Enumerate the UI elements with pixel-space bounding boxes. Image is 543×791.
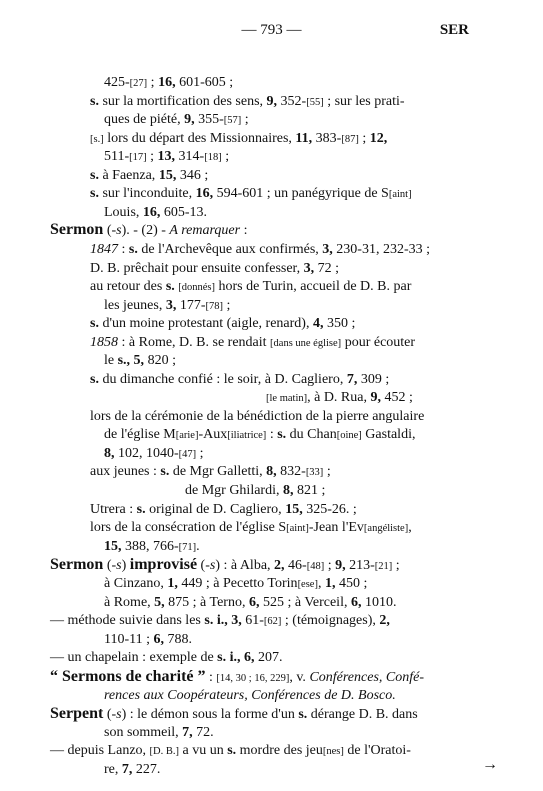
line-text: 1847 <box>90 242 118 257</box>
index-line <box>50 557 400 575</box>
line-text: 875 ; à Terno, <box>164 595 249 610</box>
editorial-insert: [27] <box>129 78 148 89</box>
entry-headword: Sermon <box>50 221 104 238</box>
line-text: de l'Oratoi- <box>343 743 411 758</box>
line-text: ; <box>358 131 370 146</box>
line-text: 102, 1040- <box>114 446 179 461</box>
line-text: ; <box>324 558 336 573</box>
line-text: 13, <box>157 149 176 164</box>
line-text: ; <box>223 298 231 313</box>
line-text: ) : à Alba, <box>215 558 275 573</box>
editorial-insert: [arie] <box>175 430 199 441</box>
editorial-insert: [ese] <box>297 579 318 590</box>
line-text: 9, <box>266 94 278 109</box>
line-text: le <box>104 353 118 368</box>
entry-headword: Serpent <box>50 705 104 722</box>
line-text: 325-26. ; <box>302 502 357 517</box>
line-text: 8, <box>104 446 115 461</box>
line-text: 72 ; <box>314 261 340 276</box>
line-text: : <box>205 670 217 685</box>
line-text: 388, 766- <box>121 539 179 554</box>
line-text: 525 ; à Verceil, <box>259 595 351 610</box>
line-text: lors du départ des Missionnaires, <box>103 131 296 146</box>
index-line <box>90 186 412 203</box>
line-text: -Jean l'Ev <box>308 520 364 535</box>
line-text: 788. <box>164 632 193 647</box>
line-text: 15, <box>285 502 303 517</box>
index-line <box>50 613 390 630</box>
line-text: 314- <box>175 149 205 164</box>
line-text: 821 ; <box>293 483 326 498</box>
editorial-insert: [D. B.] <box>149 746 179 757</box>
editorial-insert: [71] <box>178 542 197 553</box>
index-line <box>104 632 192 648</box>
line-text: de l'Archevêque aux confirmés, <box>137 242 323 257</box>
line-text: 61- <box>241 613 264 628</box>
line-text: à Cinzano, <box>104 576 168 591</box>
editorial-insert: [iliatrice] <box>227 430 267 441</box>
index-line <box>104 595 396 611</box>
line-text: , à D. Rua, <box>307 390 371 405</box>
editorial-insert: [78] <box>205 301 223 312</box>
line-text: 72. <box>192 725 214 740</box>
line-text: s. <box>90 186 99 201</box>
line-text: 2, <box>274 558 285 573</box>
line-text: s. <box>298 707 308 722</box>
line-text: Conférences, Confé- <box>309 670 425 685</box>
line-text: s <box>209 558 216 573</box>
line-text: de l'église M <box>104 427 176 442</box>
line-text: lors de la cérémonie de la bénédiction de la pierre angulaire <box>90 409 425 424</box>
line-text: s., 5, <box>117 353 145 368</box>
line-text: 601-605 ; <box>175 75 234 90</box>
line-text: 5, <box>154 595 165 610</box>
line-text: ; <box>221 149 230 164</box>
line-text: 9, <box>370 390 381 405</box>
line-text: d'un moine protestant (aigle, renard), <box>98 316 313 331</box>
line-text: — depuis Lanzo, <box>50 743 150 758</box>
index-line <box>90 464 331 481</box>
editorial-insert: [angéliste] <box>363 523 409 534</box>
index-line <box>104 149 229 166</box>
index-line <box>50 669 424 687</box>
line-text: a vu un <box>179 743 228 758</box>
line-text: 12, <box>369 131 388 146</box>
line-text: 3, <box>165 298 177 313</box>
running-head-key: SER <box>439 22 469 38</box>
line-text: 3, <box>322 242 333 257</box>
index-line <box>104 112 249 129</box>
index-line <box>185 483 325 499</box>
line-text: s <box>116 223 122 238</box>
line-text: 6, <box>350 595 362 610</box>
line-text: Louis, <box>104 205 143 220</box>
line-text: ) : le démon sous la forme d'un <box>121 707 299 722</box>
line-text: : à Rome, D. B. se rendait <box>118 335 271 350</box>
line-text: ) <box>121 558 130 573</box>
editorial-insert: [aint] <box>388 189 412 200</box>
line-text: sur l'inconduite, <box>98 186 196 201</box>
line-text: 46- <box>284 558 307 573</box>
line-text: original de D. Cagliero, <box>145 502 286 517</box>
line-text: 1, <box>167 576 178 591</box>
page-number: — 793 — <box>241 22 302 38</box>
editorial-insert: [le matin] <box>266 393 308 404</box>
line-text: ; <box>147 75 159 90</box>
index-line <box>90 168 208 184</box>
line-text: 309 ; <box>357 372 390 387</box>
line-text: s. <box>136 502 146 517</box>
index-line <box>90 335 415 352</box>
index-line <box>104 725 214 741</box>
line-text: mordre des jeu <box>236 743 323 758</box>
index-line <box>104 298 230 315</box>
line-text: rences aux Coopérateurs, Conférences de D. Bosco. <box>104 688 396 703</box>
line-text: , <box>317 576 325 591</box>
line-text: de Mgr Galletti, <box>169 464 267 479</box>
index-line <box>50 743 411 760</box>
line-text: 350 ; <box>323 316 356 331</box>
editorial-insert: [87] <box>341 134 359 145</box>
line-text: (- <box>103 223 117 238</box>
line-text: du dimanche confié : le soir, à D. Cagliero, <box>98 372 347 387</box>
editorial-insert: [55] <box>306 97 324 108</box>
line-text: s <box>116 558 122 573</box>
index-line <box>50 650 283 666</box>
editorial-insert: [21] <box>374 561 393 572</box>
line-text: les jeunes, <box>104 298 166 313</box>
index-line <box>104 353 176 369</box>
continue-arrow-icon: → <box>482 756 498 773</box>
line-text: 207. <box>254 650 283 665</box>
editorial-insert: [14, 30 ; 16, 229] <box>216 673 290 684</box>
editorial-insert: [62] <box>263 616 282 627</box>
line-text: 230-31, 232-33 ; <box>332 242 431 257</box>
line-text: s. <box>90 372 99 387</box>
line-text: s. <box>90 168 99 183</box>
line-text: s. <box>160 464 170 479</box>
line-text: 346 ; <box>176 168 209 183</box>
line-text: s. <box>227 743 237 758</box>
line-text: 8, <box>282 483 294 498</box>
index-line <box>90 261 339 277</box>
line-text: ; <box>323 464 331 479</box>
line-text: s. <box>165 279 175 294</box>
line-text: 1010. <box>361 595 397 610</box>
index-line <box>90 279 411 296</box>
line-text: (- <box>103 707 117 722</box>
editorial-insert: [nes] <box>322 746 344 757</box>
line-text: , v. <box>289 670 310 685</box>
line-text: lors de la consécration de l'église S <box>90 520 287 535</box>
line-text: 511- <box>104 149 130 164</box>
editorial-insert: [48] <box>306 561 325 572</box>
line-text: 832- <box>276 464 306 479</box>
line-text: 7, <box>346 372 358 387</box>
line-text: (- <box>103 558 117 573</box>
index-line <box>90 242 430 258</box>
line-text: 16, <box>142 205 161 220</box>
line-text: 820 ; <box>144 353 176 368</box>
editorial-insert: [dans une église] <box>270 338 342 349</box>
editorial-insert: [57] <box>223 115 242 126</box>
line-text: à Faenza, <box>98 168 159 183</box>
line-text: du Chan <box>286 427 337 442</box>
index-line <box>90 316 355 332</box>
line-text: (- <box>197 558 210 573</box>
index-line <box>90 409 424 425</box>
line-text: 450 ; <box>335 576 368 591</box>
line-text: hors de Turin, accueil de D. B. par <box>215 279 412 294</box>
line-text: 4, <box>312 316 324 331</box>
line-text: s. <box>90 316 99 331</box>
line-text: ). - (2) - <box>121 223 170 238</box>
index-line <box>104 688 396 704</box>
line-text: 16, <box>195 186 214 201</box>
line-text: , <box>408 520 412 535</box>
line-text: ; <box>392 558 400 573</box>
line-text: s <box>116 707 122 722</box>
index-line <box>90 520 412 537</box>
line-text: s. <box>128 242 138 257</box>
line-text: 452 ; <box>381 390 413 405</box>
index-line <box>104 576 367 593</box>
line-text: 6, <box>153 632 165 647</box>
line-text: 6, <box>248 595 260 610</box>
line-text: 16, <box>158 75 176 90</box>
editorial-insert: [33] <box>305 467 324 478</box>
line-text: ; <box>196 446 204 461</box>
line-text: s. <box>277 427 287 442</box>
line-text: — méthode suivie dans les <box>50 613 205 628</box>
line-text: : <box>118 242 129 257</box>
line-text: 383- <box>312 131 342 146</box>
index-line <box>104 427 415 444</box>
line-text: de Mgr Ghilardi, <box>185 483 283 498</box>
line-text: 1858 <box>90 335 118 350</box>
line-text: D. B. prêchait pour ensuite confesser, <box>90 261 304 276</box>
line-text: 8, <box>266 464 277 479</box>
line-text: 15, <box>158 168 177 183</box>
line-text: 355- <box>194 112 224 127</box>
line-text: re, <box>104 762 122 777</box>
line-text: : <box>266 427 278 442</box>
index-line <box>50 706 418 723</box>
line-text: 177- <box>176 298 206 313</box>
line-text: pour écouter <box>341 335 416 350</box>
line-text: 110-11 ; <box>104 632 154 647</box>
line-text: ques de piété, <box>104 112 185 127</box>
line-text: sur la mortification des sens, <box>98 94 267 109</box>
line-text: -Aux <box>198 427 228 442</box>
line-text: Gastaldi, <box>361 427 416 442</box>
line-text: 11, <box>295 131 313 146</box>
line-text: ; <box>241 112 249 127</box>
index-line <box>104 205 207 221</box>
index-line <box>90 94 405 111</box>
line-text: 15, <box>104 539 122 554</box>
line-text: A remarquer <box>169 223 241 238</box>
index-line <box>104 446 204 463</box>
line-text: 7, <box>182 725 193 740</box>
line-text: à Rome, <box>104 595 155 610</box>
index-line <box>90 502 357 518</box>
line-text: 9, <box>335 558 346 573</box>
index-line <box>104 75 233 92</box>
editorial-insert: [47] <box>178 449 197 460</box>
line-text: ; sur les prati- <box>323 94 405 109</box>
entry-headword: Sermon <box>50 556 104 573</box>
index-line <box>90 131 387 148</box>
line-text: 1, <box>324 576 336 591</box>
index-line <box>90 372 389 388</box>
entry-headword: “ Sermons de charité ” <box>50 668 206 685</box>
editorial-insert: [oine] <box>336 430 362 441</box>
line-text: au retour des <box>90 279 166 294</box>
line-text: ; <box>146 149 158 164</box>
line-text: 227. <box>132 762 161 777</box>
line-text: son sommeil, <box>104 725 183 740</box>
line-text: aux jeunes : <box>90 464 161 479</box>
line-text: s. <box>90 94 99 109</box>
line-text: — un chapelain : exemple de <box>50 650 218 665</box>
line-text: dérange D. B. dans <box>307 707 418 722</box>
editorial-insert: [aint] <box>286 523 309 534</box>
line-text: 2, <box>379 613 390 628</box>
line-text: ; (témoignages), <box>281 613 380 628</box>
editorial-insert: [18] <box>204 152 222 163</box>
line-text: : <box>240 223 248 238</box>
line-text: 594-601 ; un panégyrique de S <box>213 186 389 201</box>
line-text: s. i., 3, <box>204 613 242 628</box>
editorial-insert: [donnés] <box>178 282 216 293</box>
index-line <box>104 762 160 778</box>
line-text: 7, <box>121 762 133 777</box>
index-line <box>50 222 247 239</box>
line-text: 352- <box>277 94 307 109</box>
line-text: 9, <box>184 112 195 127</box>
line-text: 3, <box>303 261 315 276</box>
editorial-insert: [s.] <box>90 134 104 145</box>
index-line <box>266 390 413 407</box>
line-text: 605-13. <box>160 205 208 220</box>
line-text: s. i., 6, <box>217 650 255 665</box>
index-line <box>104 539 200 556</box>
line-text: . <box>196 539 200 554</box>
entry-headword: improvisé <box>129 556 198 573</box>
line-text: 425- <box>104 75 130 90</box>
line-text: Utrera : <box>90 502 137 517</box>
line-text: 213- <box>345 558 375 573</box>
line-text: 449 ; à Pecetto Torin <box>177 576 298 591</box>
editorial-insert: [17] <box>129 152 147 163</box>
